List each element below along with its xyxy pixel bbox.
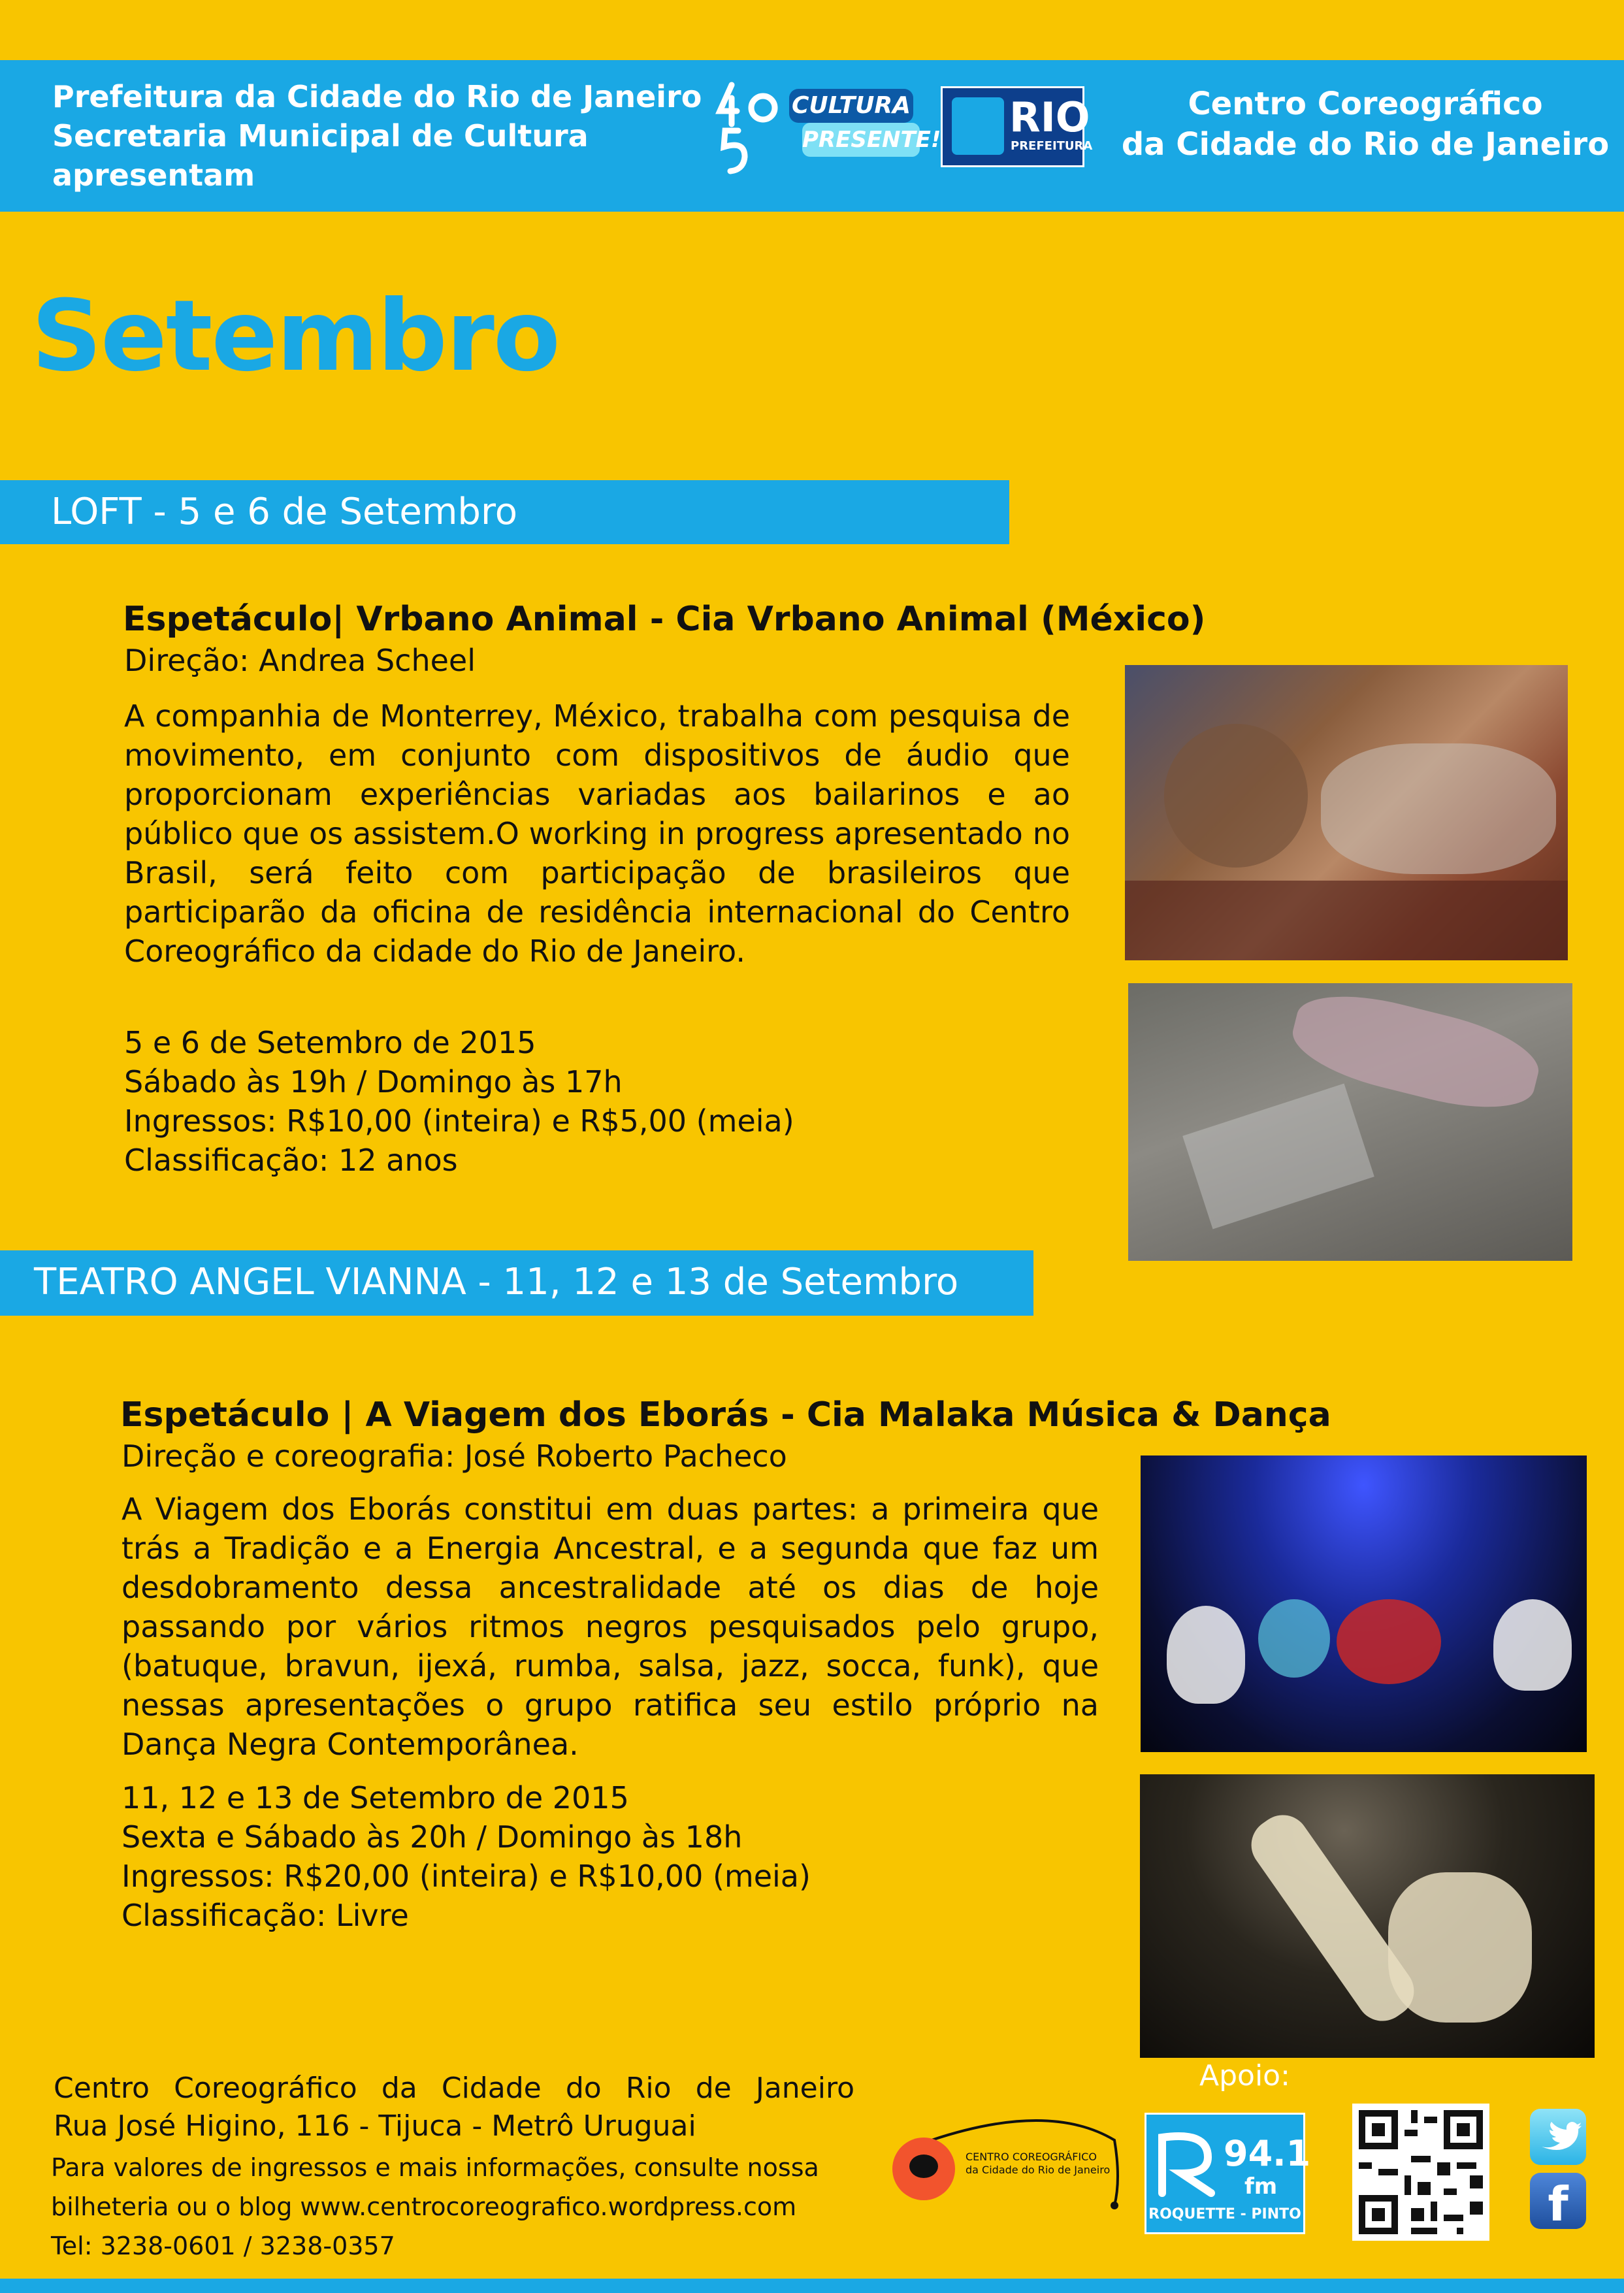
event-direction: Direção: Andrea Scheel xyxy=(124,643,476,678)
event-info xyxy=(122,1778,811,1935)
event-photo-dancers-ground xyxy=(1128,983,1572,1261)
event-photo-stage-capoeira xyxy=(1140,1774,1595,2058)
centro-header-block xyxy=(1111,84,1620,165)
rio-prefeitura-logo xyxy=(941,86,1093,167)
twitter-bird-icon xyxy=(1530,2109,1586,2165)
bottom-band xyxy=(0,2279,1624,2293)
footer-venue-name: Centro Coreográfico da Cidade do Rio de Janeiro xyxy=(54,2072,854,2105)
presenter-line: Prefeitura da Cidade do Rio de Janeiro xyxy=(52,79,702,114)
section-bar-teatro: TEATRO ANGEL VIANNA - 11, 12 e 13 de Setembro xyxy=(0,1250,1033,1316)
rio-crest-icon xyxy=(952,97,1004,155)
footer-info xyxy=(51,2148,819,2266)
presenter-line: apresentam xyxy=(52,157,255,193)
event-date: 11, 12 e 13 de Setembro de 2015 xyxy=(122,1780,629,1815)
event-info xyxy=(124,1023,794,1180)
radio-r-icon xyxy=(1156,2128,1221,2200)
event-description: A companhia de Monterrey, México, trabalha com pesquisa de movimento, em conjunto com dispositivos de áudio que proporcionam experiências variadas aos bailarinos e ao público que os assistem.O working in progress apresentado no Brasil, será feito com participação de brasileiros que participarão da oficina de residência internacional do Centro Coreográfico da cidade do Rio de Janeiro. xyxy=(124,698,1070,969)
45-anos-logo xyxy=(712,78,784,176)
footer-street: Rua José Higino, 116 - Tijuca - Metrô Uruguai xyxy=(54,2109,696,2143)
event-direction: Direção e coreografia: José Roberto Pacheco xyxy=(122,1439,787,1474)
cultura-presente-logo xyxy=(789,89,941,161)
presenter-line: Secretaria Municipal de Cultura xyxy=(52,118,589,154)
presente-word: PRESENTE! xyxy=(802,123,920,157)
centro-header-line: da Cidade do Rio de Janeiro xyxy=(1121,126,1610,163)
event-tickets: Ingressos: R$10,00 (inteira) e R$5,00 (meia) xyxy=(124,1103,794,1139)
event-photo-stage-blue xyxy=(1141,1455,1587,1752)
event-photo-dancers-wall xyxy=(1125,665,1568,960)
month-title: Setembro xyxy=(31,280,559,393)
footer-phone-line: Tel: 3238-0601 / 3238-0357 xyxy=(51,2232,395,2260)
event-rating: Classificação: 12 anos xyxy=(124,1143,458,1178)
event-date: 5 e 6 de Setembro de 2015 xyxy=(124,1025,536,1060)
footer-info-line: Para valores de ingressos e mais informações, consulte nossa xyxy=(51,2153,819,2182)
centro-header-line: Centro Coreográfico xyxy=(1188,86,1543,122)
apoio-label: Apoio: xyxy=(1199,2059,1290,2092)
event-title: Espetáculo| Vrbano Animal - Cia Vrbano Animal (México) xyxy=(123,600,1206,639)
event-description: A Viagem dos Eborás constitui em duas partes: a primeira que trás a Tradição e a Energia Ancestral, e a segunda que faz um desdobramento dessa ancestralidade até os dias de hoje passando por vários ritmos negros pesquisados pelo grupo, (batuque, bravun, ijexá, rumba, salsa, jazz, socca, funk), que nessas apresentações o grupo ratifica seu estilo próprio na Dança Negra Contemporânea. xyxy=(122,1491,1099,1762)
cc-logo-line: da Cidade do Rio de Janeiro xyxy=(966,2164,1111,2176)
event-schedule: Sábado às 19h / Domingo às 17h xyxy=(124,1064,623,1099)
qr-code-icon[interactable] xyxy=(1352,2104,1489,2241)
section-bar-loft: LOFT - 5 e 6 de Setembro xyxy=(0,480,1009,544)
centro-coreografico-logo xyxy=(892,2114,1128,2212)
radio-band: fm xyxy=(1244,2173,1278,2200)
cultura-word: CULTURA xyxy=(789,89,913,123)
radio-frequency: 94.1 xyxy=(1224,2133,1311,2174)
rio-word: RIO xyxy=(1009,93,1090,141)
event-schedule: Sexta e Sábado às 20h / Domingo às 18h xyxy=(122,1819,743,1855)
event-rating: Classificação: Livre xyxy=(122,1898,409,1933)
event-title: Espetáculo | A Viagem dos Eborás - Cia Malaka Música & Dança xyxy=(120,1395,1331,1435)
event-tickets: Ingressos: R$20,00 (inteira) e R$10,00 (meia) xyxy=(122,1859,811,1894)
cc-logo-line: CENTRO COREOGRÁFICO xyxy=(966,2151,1097,2163)
radio-name: ROQUETTE - PINTO xyxy=(1148,2206,1301,2222)
presenters-block xyxy=(52,77,702,195)
twitter-icon[interactable] xyxy=(1530,2109,1586,2165)
facebook-icon[interactable]: f xyxy=(1530,2173,1586,2229)
radio-roquette-pinto-logo xyxy=(1145,2113,1311,2234)
prefeitura-word: PREFEITURA xyxy=(1011,139,1093,153)
footer-address xyxy=(54,2070,854,2145)
footer-blog-line: bilheteria ou o blog www.centrocoreografico.wordpress.com xyxy=(51,2192,797,2221)
cc-logo-text xyxy=(966,2151,1110,2177)
